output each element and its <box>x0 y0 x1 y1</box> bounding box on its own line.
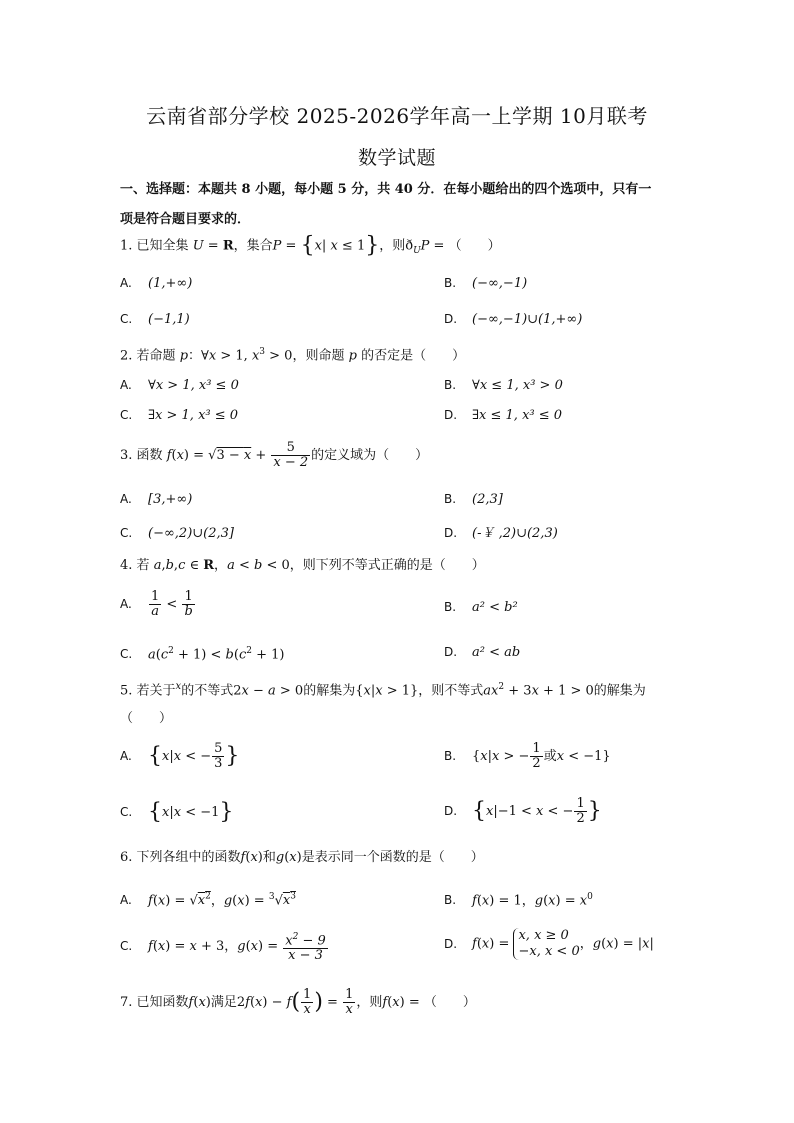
question-5-option-c[interactable]: C. {x|x < −1} <box>120 799 234 825</box>
question-3-stem: 3. 函数 f(x) = √3 − x + $\frac{5}{x - 2}$ 的定义域为（ ） <box>120 440 429 470</box>
question-6-option-a[interactable]: A. $f(x) = √x^2$，$g(x) = ^3√x^3$ <box>120 892 296 909</box>
question-6-option-d[interactable]: D. f(x) = x, x ≥ 0 −x, x < 0 ，g(x) = |x| <box>444 928 654 959</box>
section-line-2: 项是符合题目要求的． <box>120 212 251 227</box>
question-5-stem-cont: （ ） <box>120 711 173 726</box>
question-1-option-b[interactable]: B. (−∞,−1) <box>444 276 528 291</box>
exam-subtitle: 数学试题 <box>357 147 436 169</box>
question-4-option-c[interactable]: C. $a(c^2 + 1) < b(c^2 + 1)$ <box>120 646 285 663</box>
question-1-stem: 1. 已知全集 U = R，集合P = {x| x ≤ 1}，则$ð_UP$ = （ ） <box>120 233 501 258</box>
question-5-option-a[interactable]: A. {x|x < − $\frac{5}{3}$ } <box>120 741 240 771</box>
question-6-option-c[interactable]: C. f(x) = x + 3，g(x) = $\frac{x^2 - 9}{x - 3}$ <box>120 932 326 964</box>
section-line-1: 一、选择题：本题共 8 小题，每小题 5 分，共 40 分．在每小题给出的四个选项中，只有一 <box>120 182 652 197</box>
question-3-option-b[interactable]: B. (2,3] <box>444 492 503 507</box>
question-5-option-d[interactable]: D. {x|−1 < x < − $\frac{1}{2}$ } <box>444 796 602 826</box>
question-4-option-d[interactable]: D. a² < ab <box>444 645 521 660</box>
question-5-option-b[interactable]: B. {x|x > − $\frac{1}{2}$ 或x < −1} <box>444 741 611 771</box>
section-instructions <box>120 175 680 235</box>
question-4-stem: 4. 若 a,b,c ∈ R，a < b < 0，则下列不等式正确的是（ ） <box>120 558 485 573</box>
question-4-option-a[interactable]: A. $\frac{1}{a}$ < $\frac{1}{b}$ <box>120 589 193 619</box>
question-1-option-d[interactable]: D. (−∞,−1)∪(1,+∞) <box>444 312 583 327</box>
question-2-option-c[interactable]: C. ∃x > 1, x³ ≤ 0 <box>120 408 239 423</box>
exam-title: 云南省部分学校 2025-2026学年高一上学期 10月联考 <box>146 104 648 128</box>
question-3-option-d[interactable]: D. (-￥ ,2)∪(2,3) <box>444 526 558 541</box>
question-2-option-b[interactable]: B. ∀x ≤ 1, x³ > 0 <box>444 378 563 393</box>
question-3-option-a[interactable]: A. [3,+∞) <box>120 492 193 507</box>
question-5-stem: 5. 若关于$^x$的不等式2x − a > 0的解集为{x|x > 1}，则不等式$ax^2 + 3x + 1 > 0$的解集为 <box>120 681 646 699</box>
question-2-stem: 2. 若命题 p：∀x > 1, $x^3 > 0$，则命题 p 的否定是（ ） <box>120 347 466 364</box>
question-3-option-c[interactable]: C. (−∞,2)∪(2,3] <box>120 526 234 541</box>
question-2-option-d[interactable]: D. ∃x ≤ 1, x³ ≤ 0 <box>444 408 563 423</box>
question-1-option-c[interactable]: C. (−1,1) <box>120 312 190 327</box>
question-6-option-b[interactable]: B. f(x) = 1，$g(x) = x^0$ <box>444 892 593 909</box>
question-6-stem: 6. 下列各组中的函数f(x)和g(x)是表示同一个函数的是（ ） <box>120 850 484 865</box>
question-2-option-a[interactable]: A. ∀x > 1, x³ ≤ 0 <box>120 378 239 393</box>
question-7-stem: 7. 已知函数f(x)满足2f(x) − f( $\frac{1}{x}$ ) = $\frac{1}{x}$ ，则f(x) = （ ） <box>120 987 476 1017</box>
question-4-option-b[interactable]: B. a² < b² <box>444 600 518 615</box>
question-1-option-a[interactable]: A. (1,+∞) <box>120 276 193 291</box>
